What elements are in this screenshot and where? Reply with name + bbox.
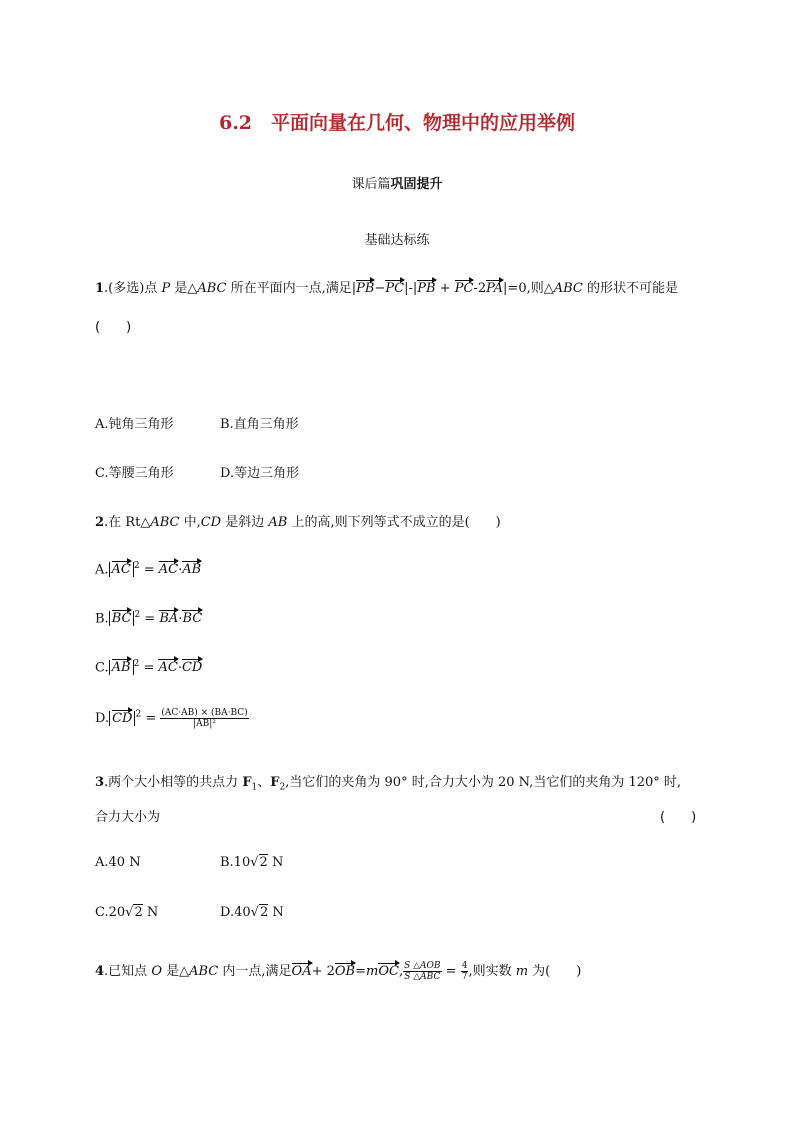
- exponent: 2: [133, 659, 140, 669]
- radicand: 2: [259, 855, 268, 870]
- option-a: [95, 561, 201, 577]
- exponent: 2: [135, 709, 142, 720]
- question-3: [95, 771, 681, 793]
- text: ·: [178, 611, 183, 627]
- vector: BC: [111, 611, 132, 627]
- vector: OA: [291, 964, 312, 979]
- option-a: A.40 N: [95, 855, 141, 870]
- vector: PB: [356, 281, 375, 296]
- radicand: 2: [259, 905, 269, 920]
- magnitude: [109, 562, 134, 577]
- force-symbol: F: [242, 775, 252, 790]
- vector: PC: [454, 281, 474, 296]
- option-b: [95, 610, 202, 626]
- question-number: 2: [95, 515, 105, 530]
- option-a: A.钝角三角形: [95, 417, 174, 432]
- text: 是△: [170, 281, 198, 296]
- fraction-denominator: |AB|²: [193, 719, 216, 729]
- magnitude: [109, 611, 135, 626]
- radicand: 2: [134, 905, 143, 920]
- option-d: [95, 708, 249, 729]
- text: 是斜边: [221, 515, 269, 530]
- option-c: [95, 905, 158, 920]
- vector: OC: [378, 964, 399, 979]
- fraction-numerator: S △AOB: [404, 961, 441, 971]
- text: ,当它们的夹角为 90° 时,合力大小为 20 N,当它们的夹角为 120° 时,: [285, 775, 682, 790]
- exponent: 2: [133, 561, 140, 571]
- answer-paren: ( ): [660, 810, 697, 825]
- magnitude: [109, 660, 134, 675]
- fraction-numerator: 4: [461, 961, 468, 971]
- text: N: [267, 855, 284, 870]
- math-var: O: [151, 964, 162, 979]
- text: -2: [473, 281, 487, 296]
- text: 为( ): [528, 964, 582, 979]
- text: =: [139, 660, 159, 676]
- subscript: 2: [279, 782, 286, 793]
- math-var: m: [366, 964, 379, 979]
- subscript: 1: [251, 782, 258, 793]
- option-label: A.: [95, 562, 109, 578]
- text: D.40: [220, 905, 251, 920]
- page-title: 6.2 平面向量在几何、物理中的应用举例: [218, 112, 576, 134]
- text: |=0,则△: [503, 281, 554, 296]
- text: 中,: [179, 515, 201, 530]
- sqrt-sign: √: [125, 905, 134, 920]
- vector: BC: [182, 611, 203, 627]
- text: .两个大小相等的共点力: [104, 775, 243, 790]
- vector: OB: [334, 964, 356, 979]
- question-3-line-2: 合力大小为: [95, 810, 161, 825]
- text: .在 Rt△: [104, 515, 151, 530]
- text: =: [441, 964, 461, 979]
- text: =: [139, 562, 159, 578]
- text: N: [142, 905, 159, 920]
- text: 上的高,则下列等式不成立的是( ): [287, 515, 501, 530]
- option-label: C.: [95, 660, 109, 676]
- text: ·: [178, 562, 183, 578]
- vector: CD: [112, 711, 133, 726]
- text: =: [141, 711, 161, 726]
- math-var: ABC: [197, 281, 227, 296]
- math-var: CD: [200, 515, 222, 530]
- text: =: [140, 611, 160, 627]
- exponent: 2: [134, 610, 141, 620]
- vector: CD: [181, 660, 203, 676]
- text: + 2: [311, 964, 335, 979]
- text: |-|: [404, 281, 418, 296]
- option-d: D.等边三角形: [220, 466, 300, 481]
- text: ·: [177, 660, 182, 676]
- option-c: C.等腰三角形: [95, 466, 174, 481]
- fraction-numerator: (AC·AB) × (BA·BC): [161, 708, 248, 718]
- text: 内一点,满足: [218, 964, 292, 979]
- subtitle: [0, 173, 794, 192]
- text: +: [435, 281, 455, 296]
- area-ratio-fraction: [403, 961, 441, 982]
- text: ,则实数: [468, 964, 516, 979]
- text: 所在平面内一点,满足|: [226, 281, 357, 296]
- vector: AB: [182, 562, 202, 578]
- question-number: 3: [95, 775, 105, 790]
- option-b: B.直角三角形: [220, 417, 299, 432]
- text: −: [374, 281, 386, 296]
- math-var: AB: [268, 515, 288, 530]
- question-1: [95, 277, 678, 296]
- fraction-denominator: S △ABC: [404, 972, 441, 982]
- text: N: [268, 905, 284, 920]
- vector: BA: [159, 611, 179, 627]
- text: 的形状不可能是: [582, 281, 679, 296]
- question-number: 1: [95, 281, 105, 296]
- vector: AB: [111, 660, 131, 676]
- question-4: [95, 960, 581, 982]
- question-number: 4: [95, 964, 105, 979]
- section-heading: 基础达标练: [364, 233, 430, 248]
- math-var: ABC: [189, 964, 219, 979]
- text: .已知点: [104, 964, 152, 979]
- text: .(多选)点: [104, 281, 162, 296]
- option-b: [220, 855, 283, 870]
- fraction-denominator: 7: [461, 972, 468, 982]
- vector: PA: [486, 281, 504, 296]
- answer-paren: ( ): [95, 320, 132, 335]
- vector: PB: [417, 281, 436, 296]
- text: 、: [257, 775, 271, 790]
- option-label: D.: [95, 711, 110, 726]
- math-var: P: [161, 281, 171, 296]
- vector: PC: [385, 281, 405, 296]
- text: =: [355, 964, 366, 979]
- option-label: B.: [95, 611, 109, 627]
- text: C.20: [95, 905, 126, 920]
- math-var: ABC: [553, 281, 583, 296]
- text: B.10: [220, 855, 251, 870]
- sqrt-sign: √: [250, 905, 259, 920]
- vector: AC: [158, 660, 178, 676]
- fraction: [160, 708, 248, 729]
- option-d: [220, 905, 284, 920]
- question-2: [95, 511, 501, 530]
- sqrt-sign: √: [250, 855, 259, 870]
- text: ,: [398, 964, 404, 979]
- vector: AC: [158, 562, 179, 578]
- option-c: [95, 659, 202, 675]
- text: 是△: [161, 964, 190, 979]
- magnitude: [109, 711, 135, 726]
- vector: AC: [111, 562, 131, 578]
- subtitle-part-a: 课后篇: [351, 177, 391, 192]
- math-var: m: [515, 964, 529, 979]
- math-var: ABC: [150, 515, 180, 530]
- subtitle-part-b: 巩固提升: [390, 177, 443, 192]
- force-symbol: F: [270, 775, 280, 790]
